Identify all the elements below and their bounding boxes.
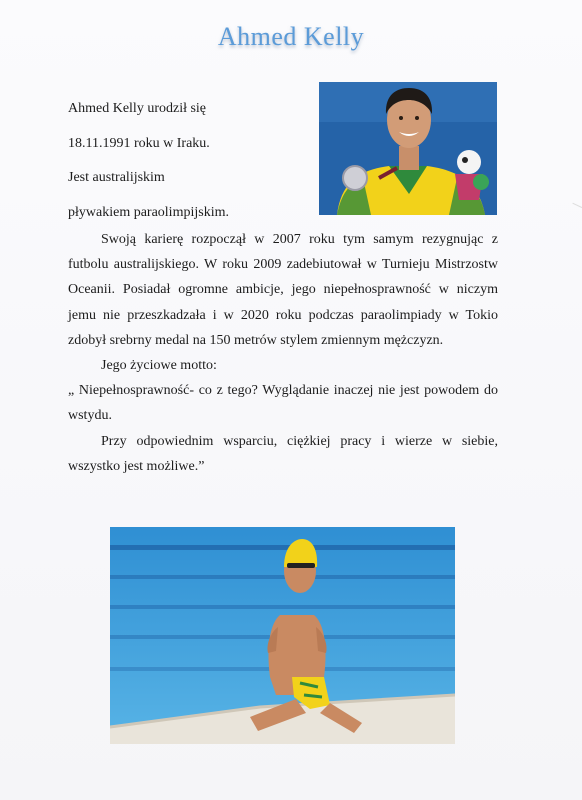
poolside-illustration <box>110 527 455 744</box>
page-fold-mark <box>566 203 582 223</box>
page-title: Ahmed Kelly <box>217 22 365 51</box>
intro-line-birth: Ahmed Kelly urodził się <box>68 101 207 116</box>
medal-portrait-photo <box>319 82 497 215</box>
motto-quote-part1: „ Niepełnosprawność- co z tego? Wyglądanie inaczej nie jest powodem do wstydu. <box>68 383 498 424</box>
intro-line-nationality: Jest australijskim <box>68 170 165 185</box>
intro-block <box>68 92 303 230</box>
biography-text <box>68 227 498 479</box>
medal-portrait-illustration <box>319 82 497 215</box>
poolside-photo <box>110 527 455 744</box>
intro-line-profession: pływakiem paraolimpijskim. <box>68 204 229 220</box>
biography-paragraph-career: Swoją karierę rozpoczął w 2007 roku tym samym rezygnując z futbolu australijskiego. W roku 2009 zadebiutował w Turnieju Mistrzostw Oceanii. Posiadał ogromne ambicje, jego niepełnosprawność w niczym jemu nie przeszkadzała i w 2020 roku podczas paraolimpiady w Tokio zdobył srebrny medal na 150 metrów stylem zmiennym mężczyzn. <box>68 232 498 348</box>
motto-heading: Jego życiowe motto: <box>101 358 217 374</box>
intro-line-date: 18.11.1991 roku w Iraku. <box>68 135 210 151</box>
motto-quote-part2: Przy odpowiednim wsparciu, ciężkiej pracy i wierze w siebie, wszystko jest możliwe.” <box>68 433 498 474</box>
